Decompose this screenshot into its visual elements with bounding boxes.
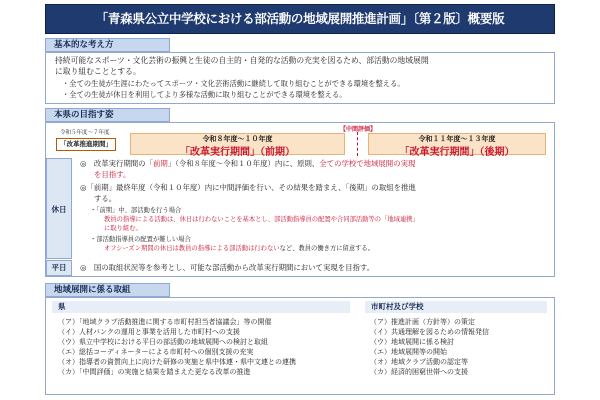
case-1-detail-2: に取り組む。 — [104, 225, 142, 232]
holiday-label: 休日 — [46, 158, 72, 259]
holiday-point-2: ◎「前期」最終年度（令和１０年度）内に中間評価を行い、その結果を踏まえ、「後期」の取組を推進 — [80, 183, 416, 192]
case-1: ・「前期」中、部活動を行う場合 — [90, 207, 182, 214]
aims-heading: 本県の目指す姿 — [45, 108, 170, 122]
second-years: 令和１１年度～１３年度 — [418, 135, 496, 143]
pref-item-e: （オ）指導者の資質向上に向けた研修の実施と県中体連・県中文連との連携 — [58, 358, 296, 366]
weekday-label: 平日 — [46, 260, 72, 276]
first-label: 「改革実行期間」（前期） — [180, 147, 295, 158]
city-item-d: （エ）地域展開等の開始 — [370, 348, 447, 356]
city-heading: 市町村及び学校 — [365, 301, 547, 313]
basic-line-1: 持続可能なスポーツ・文化芸術の振興と生徒の自主的・自発的な活動の充実を図るため、部活動の地域展開 — [55, 56, 429, 65]
holiday-point-1b: を目指す。 — [94, 170, 131, 179]
pref-item-a: （ア）「地域クラブ活動推進に関する市町村担当者協議会」等の開催 — [58, 318, 272, 326]
city-item-b: （イ）共通理解を図るための情報発信 — [370, 328, 489, 336]
second-label: 「改革実行期間」（後期） — [399, 147, 515, 158]
pref-item-f: （カ）「中間評価」の実施と結果を踏まえた更なる改革の推進 — [58, 368, 251, 376]
basic-heading: 基本的な考え方 — [45, 38, 170, 52]
first-years: 令和８年度～１０年度 — [202, 135, 273, 143]
holiday-point-1: ◎ 改革実行期間の「前期」（令和８年度～令和１０年度）内に、原則、全ての学校で地域展開の実現 — [80, 159, 416, 168]
city-item-c: （ウ）地域展開に係る検討 — [370, 338, 454, 346]
city-item-f: （カ）経済的困窮世帯への支援 — [370, 368, 468, 376]
basic-line-3: ・全ての生徒が生涯にわたってスポーツ・文化芸術活動に継続して取り組むことができる環境を整える。 — [62, 79, 405, 88]
pref-item-d: （エ）総括コーディネーターによる市町村への個別支援の充実 — [58, 348, 254, 356]
pref-item-b: （イ）人材バンクの運用と事業を活用した市町村への支援 — [58, 328, 240, 336]
holiday-point-2b: する。 — [94, 194, 117, 203]
page-title: 「青森県公立中学校における部活動の地域展開推進計画」〔第２版〕概要版 — [45, 4, 555, 34]
mid-eval-divider — [357, 132, 358, 156]
early-years: 令和５年度～７年度 — [60, 130, 110, 136]
pref-item-c: （ウ）県立中学校における平日の部活動の地域展開への検討と取組 — [58, 338, 268, 346]
mid-eval-label: 【中間評価】 — [340, 126, 377, 133]
case-1-detail: 教員の指導による活動は、休日は行わないことを基本とし、部活動指導員の配置や合同部活動等の「地域連携」 — [104, 216, 419, 223]
case-2: ・部活動指導員の配置が難しい場合 — [90, 236, 191, 243]
pref-heading: 県 — [52, 301, 350, 313]
city-item-a: （ア）推進計画（方針等）の策定 — [370, 318, 475, 326]
early-label: 「改革推進期間」 — [56, 138, 116, 151]
basic-line-2: に取り組むこととする。 — [55, 67, 141, 76]
case-2-detail: オフシーズン期間の休日は教員の指導による部活動は行わないなど、教員の働き方に留意する。 — [104, 245, 375, 252]
basic-line-4: ・全ての生徒が休日を利用してより多様な活動に取り組むことができる環境を整える。 — [62, 90, 347, 99]
city-item-e: （オ）地域クラブ活動の認定等 — [370, 358, 468, 366]
weekday-point: ◎ 国の取組状況等を参考とし、可能な部活動から改革実行期間において実現を目指す。 — [80, 263, 375, 272]
efforts-heading: 地域展開に係る取組 — [45, 283, 170, 297]
